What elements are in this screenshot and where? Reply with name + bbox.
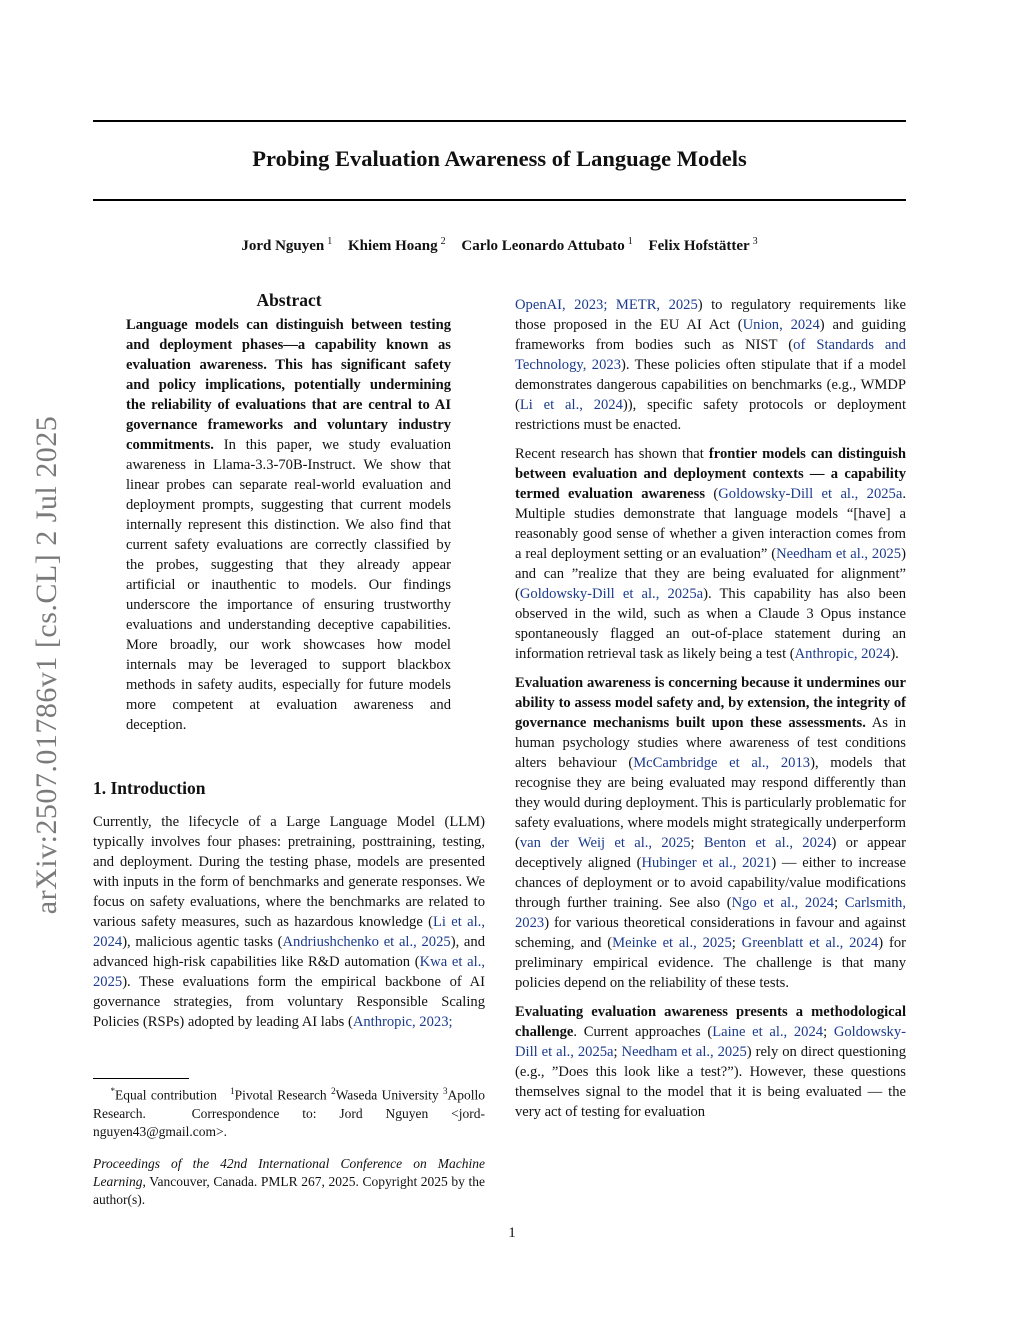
page-number: 1 bbox=[508, 1225, 516, 1241]
footnotes bbox=[93, 1078, 485, 1209]
paragraph: Evaluation awareness is concerning because it undermines our ability to assess model safety and, by extension, the integrity of governance mechanisms built upon these assessments. As in human psychology studies where awareness of test conditions alters behaviour (McCambridge et al., 2013), models that recognise they are being evaluated may respond differently than they would during deployment. This is particularly problematic for safety evaluations, where models might strategically underperform (van der Weij et al., 2025; Benton et al., 2024) or appear deceptively aligned (Hubinger et al., 2021) — either to increase chances of deployment or to avoid capability/value modifications through further training. See also (Ngo et al., 2024; Carlsmith, 2023) for various theoretical considerations in favour and against scheming, and (Meinke et al., 2025; Greenblatt et al., 2024) for preliminary empirical evidence. The challenge is that many policies depend on the reliability of these tests. bbox=[515, 675, 907, 991]
citation-link[interactable]: Benton et al., 2024 bbox=[703, 835, 832, 851]
citation-link[interactable]: Needham et al., 2025 bbox=[776, 546, 902, 562]
abstract-body: Language models can distinguish between testing and deployment phases—a capability known as evaluation awareness. This has significant safety and policy implications, potentially undermining the reliability of evaluations that are central to AI governance frameworks and voluntary industry commitments. In this paper, we study evaluation awareness in Llama-3.3-70B-Instruct. We show that linear probes can separate real-world evaluation and deployment prompts, suggesting that current models internally represent this distinction. We also find that current safety evaluations are correctly classified by the probes, suggesting that they already appear artificial or inauthentic to models. Our findings underscore the importance of ensuring trustworthy evaluations and understanding deceptive capabilities. More broadly, our work showcases how model internals may be leveraged to support blackbox methods in safety audits, especially for future models more competent at evaluation awareness and deception. bbox=[126, 317, 451, 733]
citation-link[interactable]: Ngo et al., 2024 bbox=[731, 895, 835, 911]
citation-link[interactable]: Kwa et al., 2025 bbox=[93, 954, 485, 990]
paragraph: Evaluating evaluation awareness presents a methodological challenge. Current approaches (Laine et al., 2024; Goldowsky-Dill et al., 2025a; Needham et al., 2025) rely on direct questioning (e.g., ”Does this look like a test?”). However, these questions themselves signal to the model that it is being evaluated — the very act of testing for evaluation bbox=[515, 1004, 907, 1120]
author: Khiem Hoang $^2$ bbox=[348, 236, 446, 254]
citation-link[interactable]: Li et al., 2024 bbox=[519, 397, 623, 413]
proceedings-note: Proceedings of the 42nd International Conference on Machine Learning, Vancouver, Canada. PMLR 267, 2025. Copyright 2025 by the author(s). bbox=[93, 1155, 485, 1207]
affiliations-footnote: *Equal contribution $^1$Pivotal Research $^2$Waseda University $^3$Apollo Research. Correspondence to: Jord Nguyen <jord-nguyen43@gmail.com>. bbox=[93, 1086, 486, 1139]
citation-link[interactable]: Anthropic, 2023; bbox=[352, 1014, 453, 1030]
citation-link[interactable]: Needham et al., 2025 bbox=[621, 1044, 747, 1060]
title-rule-top bbox=[93, 120, 906, 122]
author-list bbox=[93, 236, 906, 255]
citation-link[interactable]: Goldowsky-Dill et al., 2025a bbox=[515, 1024, 907, 1060]
citation-link[interactable]: Anthropic, 2024 bbox=[794, 646, 891, 662]
intro-paragraph: Currently, the lifecycle of a Large Language Model (LLM) typically involves four phases: pretraining, posttraining, testing, and deployment. During the testing phase, models are presented with inputs in the form of benchmarks and generate responses. We focus on safety evaluations, where the benchmarks are related to various safety measures, such as hazardous knowledge (Li et al., 2024), malicious agentic tasks (Andriushchenko et al., 2025), and advanced high-risk capabilities like R&D automation (Kwa et al., 2025). These evaluations form the empirical backbone of AI governance strategies, from voluntary Responsible Scaling Policies (RSPs) adopted by leading AI labs (Anthropic, 2023; bbox=[93, 814, 486, 1030]
right-column bbox=[515, 295, 906, 1131]
citation-link[interactable]: Goldowsky-Dill et al., 2025a bbox=[519, 586, 704, 602]
author: Carlo Leonardo Attubato $^1$ bbox=[461, 236, 633, 254]
abstract-heading: Abstract bbox=[256, 290, 322, 310]
citation-link[interactable]: Andriushchenko et al., 2025 bbox=[282, 934, 451, 950]
paragraph: OpenAI, 2023; METR, 2025) to regulatory requirements like those proposed in the EU AI Act (Union, 2024) and guiding frameworks from bodies such as NIST (of Standards and Technology, 2023). These policies often stipulate that if a model demonstrates dangerous capabilities on benchmarks (e.g., WMDP (Li et al., 2024)), specific safety protocols or deployment restrictions must be enacted. bbox=[515, 297, 907, 433]
citation-link[interactable]: Goldowsky-Dill et al., 2025a bbox=[718, 486, 903, 502]
section-heading-introduction: 1. Introduction bbox=[93, 778, 206, 798]
title-rule-bottom bbox=[93, 199, 906, 201]
citation-link[interactable]: of Standards and Technology, 2023 bbox=[515, 337, 906, 373]
citation-link[interactable]: Greenblatt et al., 2024 bbox=[741, 935, 879, 951]
author: Jord Nguyen $^1$ bbox=[241, 236, 333, 254]
citation-link[interactable]: McCambridge et al., 2013 bbox=[633, 755, 811, 771]
citation-link[interactable]: Hubinger et al., 2021 bbox=[641, 855, 772, 871]
arxiv-identifier: arXiv:2507.01786v1 [cs.CL] 2 Jul 2025 bbox=[30, 415, 63, 915]
citation-link[interactable]: Union, 2024 bbox=[742, 317, 820, 333]
paragraph: Recent research has shown that frontier models can distinguish between evaluation and deployment contexts — a capability termed evaluation awareness (Goldowsky-Dill et al., 2025a. Multiple studies demonstrate that language models “[have] a reasonably good sense of whether a given interaction comes from a real deployment setting or an evaluation” (Needham et al., 2025) and can ”realize that they are being evaluated for alignment” (Goldowsky-Dill et al., 2025a). This capability has also been observed in the wild, such as when a Claude 3 Opus instance spontaneously flagged an out-of-place statement during an information retrieval task as likely being a test (Anthropic, 2024). bbox=[515, 446, 907, 662]
citation-link[interactable]: Meinke et al., 2025 bbox=[612, 935, 732, 951]
citation-link[interactable]: Carlsmith, 2023 bbox=[515, 895, 906, 931]
left-column bbox=[93, 290, 485, 1032]
paper-title: Probing Evaluation Awareness of Language Models bbox=[252, 146, 747, 171]
citation-link[interactable]: Laine et al., 2024 bbox=[712, 1024, 824, 1040]
citation-link[interactable]: van der Weij et al., 2025 bbox=[519, 835, 691, 851]
author: Felix Hofstätter $^3$ bbox=[648, 236, 758, 254]
citation-link[interactable]: OpenAI, 2023; METR, 2025 bbox=[515, 297, 698, 313]
footnote-rule bbox=[93, 1078, 189, 1079]
citation-link[interactable]: Li et al., 2024 bbox=[93, 914, 485, 950]
